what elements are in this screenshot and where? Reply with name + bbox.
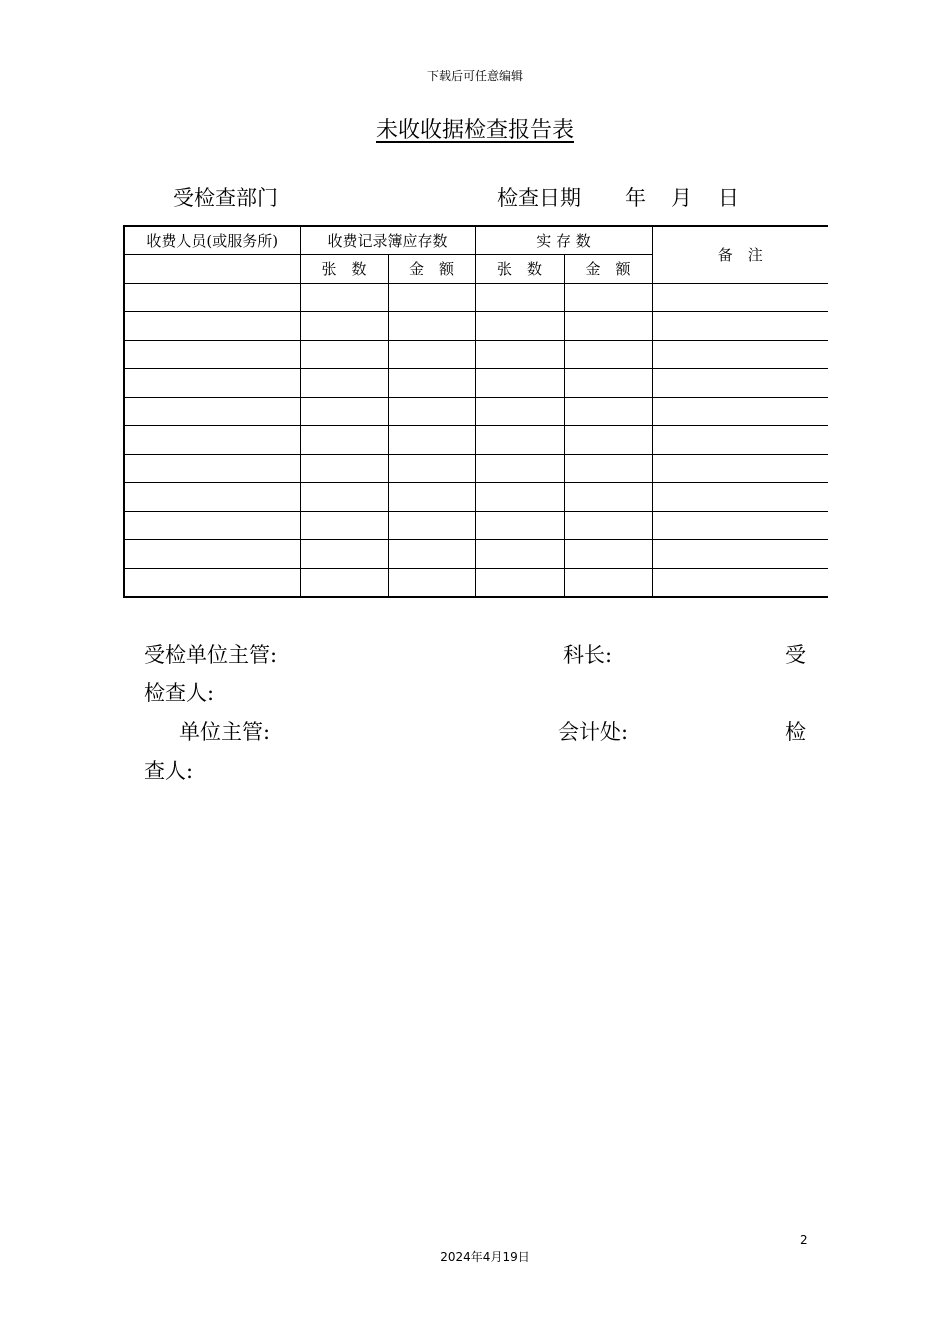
table-cell[interactable]	[564, 312, 652, 341]
footer-date: 2024年4月19日	[440, 1250, 530, 1264]
sig-section-chief: 科长:	[563, 643, 613, 667]
table-cell[interactable]	[124, 283, 300, 312]
table-cell[interactable]	[300, 312, 388, 341]
day-label: 日	[718, 186, 739, 210]
table-cell[interactable]	[652, 340, 828, 369]
table-cell[interactable]	[300, 568, 388, 597]
title-text: 未收收据检查报告表	[375, 118, 574, 143]
table-cell[interactable]	[564, 397, 652, 426]
table-cell[interactable]	[124, 454, 300, 483]
table-row	[124, 369, 828, 398]
sig-inspector-2: 查人:	[144, 759, 194, 783]
table-cell[interactable]	[300, 340, 388, 369]
table-row	[124, 568, 828, 597]
table-cell[interactable]	[564, 283, 652, 312]
table-cell[interactable]	[124, 312, 300, 341]
table-cell[interactable]	[475, 483, 564, 512]
table-cell[interactable]	[564, 340, 652, 369]
table-cell[interactable]	[388, 397, 475, 426]
sig-unit-supervisor: 受检单位主管:	[144, 643, 278, 667]
table-row	[124, 340, 828, 369]
table-cell[interactable]	[652, 511, 828, 540]
table-cell[interactable]	[564, 511, 652, 540]
header-actual-count: 张 数	[475, 255, 564, 284]
header-staff: 收费人员(或服务所)	[124, 226, 300, 255]
table-cell[interactable]	[388, 426, 475, 455]
header-actual-amount: 金 额	[564, 255, 652, 284]
table-cell[interactable]	[300, 454, 388, 483]
table-row	[124, 426, 828, 455]
table-cell[interactable]	[652, 426, 828, 455]
table-cell[interactable]	[652, 312, 828, 341]
table-cell[interactable]	[124, 511, 300, 540]
sig-line1-tail: 受	[785, 643, 806, 667]
table-cell[interactable]	[475, 540, 564, 569]
table-cell[interactable]	[652, 568, 828, 597]
table-row	[124, 283, 828, 312]
year-label: 年	[625, 186, 646, 210]
table-cell[interactable]	[564, 426, 652, 455]
date-label: 检查日期	[497, 186, 581, 210]
sig-unit-head: 单位主管:	[179, 720, 271, 744]
table-cell[interactable]	[300, 483, 388, 512]
header-book-count: 张 数	[300, 255, 388, 284]
sig-line3-tail: 检	[785, 720, 806, 744]
table-cell[interactable]	[388, 340, 475, 369]
table-cell[interactable]	[475, 454, 564, 483]
table-cell[interactable]	[124, 426, 300, 455]
table-row	[124, 397, 828, 426]
table-cell[interactable]	[652, 283, 828, 312]
table-cell[interactable]	[652, 540, 828, 569]
sig-inspector: 检查人:	[144, 681, 215, 705]
table-cell[interactable]	[300, 540, 388, 569]
table-cell[interactable]	[388, 369, 475, 398]
document-title	[0, 113, 950, 144]
table-cell[interactable]	[652, 369, 828, 398]
table-row	[124, 483, 828, 512]
table-cell[interactable]	[124, 483, 300, 512]
table-cell[interactable]	[388, 483, 475, 512]
inspection-table	[123, 225, 828, 598]
table-cell[interactable]	[388, 511, 475, 540]
table-cell[interactable]	[564, 369, 652, 398]
table-cell[interactable]	[475, 283, 564, 312]
table-cell[interactable]	[475, 511, 564, 540]
header-actual: 实 存 数	[475, 226, 652, 255]
table-cell[interactable]	[300, 283, 388, 312]
table-cell[interactable]	[300, 397, 388, 426]
page-number: 2	[800, 1233, 808, 1247]
table-cell[interactable]	[300, 369, 388, 398]
table-cell[interactable]	[475, 426, 564, 455]
header-remark: 备 注	[652, 226, 828, 283]
header-book: 收费记录簿应存数	[300, 226, 475, 255]
table-row	[124, 540, 828, 569]
table-cell[interactable]	[124, 397, 300, 426]
sig-accounting: 会计处:	[558, 720, 629, 744]
table-cell[interactable]	[388, 454, 475, 483]
month-label: 月	[671, 186, 692, 210]
header-staff-blank	[124, 255, 300, 284]
table-cell[interactable]	[652, 454, 828, 483]
table-cell[interactable]	[388, 540, 475, 569]
table-cell[interactable]	[564, 568, 652, 597]
table-cell[interactable]	[564, 483, 652, 512]
table-cell[interactable]	[475, 369, 564, 398]
table-row	[124, 312, 828, 341]
table-cell[interactable]	[300, 511, 388, 540]
table-cell[interactable]	[388, 312, 475, 341]
table-cell[interactable]	[564, 454, 652, 483]
table-cell[interactable]	[652, 483, 828, 512]
dept-label: 受检查部门	[173, 186, 278, 210]
header-row-1	[124, 226, 828, 255]
table-row	[124, 511, 828, 540]
header-book-amount: 金 额	[388, 255, 475, 284]
table-cell[interactable]	[124, 340, 300, 369]
table-cell[interactable]	[564, 540, 652, 569]
table-row	[124, 454, 828, 483]
header-note: 下载后可任意编辑	[426, 69, 523, 83]
table-cell[interactable]	[475, 340, 564, 369]
table-cell[interactable]	[475, 568, 564, 597]
table-cell[interactable]	[124, 568, 300, 597]
table-cell[interactable]	[475, 312, 564, 341]
table-cell[interactable]	[388, 283, 475, 312]
table-cell[interactable]	[300, 426, 388, 455]
table-cell[interactable]	[652, 397, 828, 426]
table-cell[interactable]	[124, 369, 300, 398]
table-cell[interactable]	[124, 540, 300, 569]
table-cell[interactable]	[388, 568, 475, 597]
table-cell[interactable]	[475, 397, 564, 426]
